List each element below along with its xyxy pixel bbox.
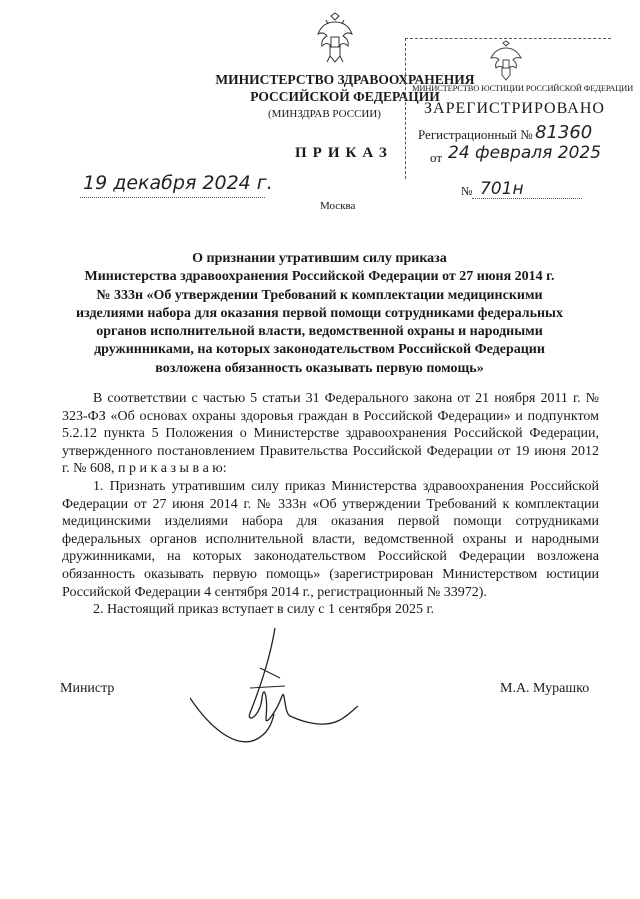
order-number-label: №: [461, 184, 473, 198]
title-line: Министерства здравоохранения Российской Федерации от 27 июня 2014 г.: [84, 269, 555, 285]
preamble-paragraph: В соответствии с частью 5 статьи 31 Федерального закона от 21 ноября 2011 г. № 323-ФЗ «Об основах охраны здоровья граждан в Российской Федерации» и подпунктом 5.2.12 пункта 5 Положения о Министерстве здравоохранения Российской Федерации, утвержденного постановлением Правительства Российской Федерации от 19 июня 2012 г. № 608, п р и к а з ы в а ю:: [62, 391, 599, 477]
order-date: 19 декабря 2024 г.: [83, 172, 273, 194]
ministry-name-line1: МИНИСТЕРСТВО ЗДРАВООХРАНЕНИЯ: [215, 72, 475, 87]
title-line: дружинниками, на которых законодательством Российской Федерации: [94, 342, 545, 358]
title-line: органов исполнительной власти, ведомственной охраны и народными: [96, 324, 543, 340]
stamp-emblem-icon: [488, 40, 524, 82]
title-line: возложена обязанность оказывать первую помощь»: [155, 360, 484, 376]
signatory-name: М.А. Мурашко: [500, 681, 590, 696]
order-body: [62, 390, 599, 619]
number-underline: [472, 198, 582, 199]
stamp-reg-date: 24 февраля 2025: [448, 143, 602, 163]
handwritten-signature: [190, 628, 360, 758]
date-underline: [80, 197, 265, 198]
title-line: изделиями набора для оказания первой помощи сотрудниками федеральных: [76, 305, 563, 321]
clause-2-paragraph: 2. Настоящий приказ вступает в силу с 1 сентября 2025 г.: [93, 602, 435, 618]
stamp-reg-number: 81360: [535, 122, 593, 143]
clause-1-paragraph: 1. Признать утратившим силу приказ Министерства здравоохранения Российской Федерации от 27 июня 2014 г. № 333н «Об утверждении Требований к комплектации медицинскими изделиями набора для оказания первой помощи сотрудниками федеральных органов исполнительной власти, ведомственной охраны и народными дружинниками, на которых законодательством Российской Федерации возложена обязанность оказывать первую помощь» (зарегистрирован Министерством юстиции Российской Федерации 4 сентября 2014 г., регистрационный № 33972).: [62, 478, 599, 600]
signatory-title: Министр: [60, 681, 115, 696]
coat-of-arms-emblem: [313, 12, 357, 66]
stamp-date-label: от: [430, 150, 443, 165]
title-line: № 333н «Об утверждении Требований к комплектации медицинскими: [96, 287, 543, 303]
ministry-name-line2: РОССИЙСКОЙ ФЕДЕРАЦИИ: [250, 89, 440, 104]
order-title: [62, 250, 577, 378]
title-line: О признании утратившим силу приказа: [192, 251, 447, 266]
ministry-abbreviation: (МИНЗДРАВ РОССИИ): [268, 108, 381, 120]
stamp-ministry-of-justice: МИНИСТЕРСТВО ЮСТИЦИИ РОССИЙСКОЙ ФЕДЕРАЦИИ: [412, 83, 634, 93]
order-number: 701н: [480, 179, 524, 199]
city-label: Москва: [320, 200, 356, 212]
stamp-registered-label: ЗАРЕГИСТРИРОВАНО: [424, 100, 605, 117]
document-type-heading: ПРИКАЗ: [295, 145, 393, 161]
stamp-reg-number-label: Регистрационный №: [418, 127, 533, 142]
